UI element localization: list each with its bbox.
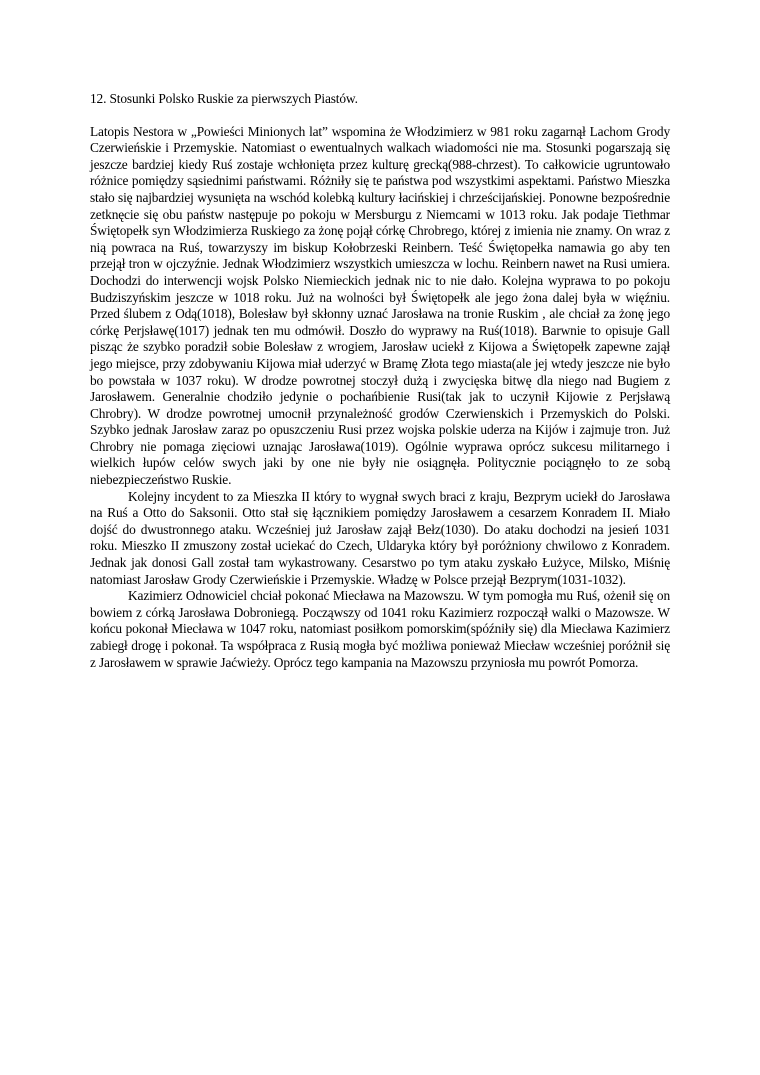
paragraph-mieszko-ii: Kolejny incydent to za Mieszka II który to wygnał swych braci z kraju, Bezprym uciekł do Jarosława na Ruś a Otto do Saksonii. Otto stał się łącznikiem pomiędzy Jarosławem a cesarzem Konradem II. Miało dojść do dwustronnego ataku. Wcześniej już Jarosław zajął Bełz(1030). Do ataku dochodzi na jesień 1031 roku. Mieszko II zmuszony został uciekać do Czech, Uldaryka który był poróżniony chwilowo z Konradem. Jednak jak donosi Gall został tam wykastrowany. Cesarstwo po tym ataku zyskało Łużyce, Milsko, Miśnię natomiast Jarosław Grody Czerwieńskie i Przemyskie. Władzę w Polsce przejął Bezprym(1031-1032). bbox=[90, 488, 670, 587]
paragraph-nestor-chronicle: Latopis Nestora w „Powieści Minionych lat” wspomina że Włodzimierz w 981 roku zagarnął Lachom Grody Czerwieńskie i Przemyskie. Natomiast o ewentualnych walkach wiadomości nie ma. Stosunki pogarszają się jeszcze bardziej kiedy Ruś zostaje wchłonięta przez kulturę grecką(988-chrzest). To całkowicie ugruntowało różnice pomiędzy sąsiednimi państwami. Różniły się te państwa pod wszystkimi aspektami. Państwo Mieszka stało się najbardziej wysunięta na wschód kolebką kultury łacińskiej i chrześcijańskiej. Ponowne bezpośrednie zetknęcie się obu państw następuje po pokoju w Mersburgu z Niemcami w 1013 roku. Jak podaje Tiethmar Świętopełk syn Włodzimierza Ruskiego za żonę pojął córkę Chrobrego, której z imienia nie znamy. On wraz z nią powraca na Ruś, towarzyszy im biskup Kołobrzeski Reinbern. Teść Świętopełka namawia go aby ten przejął tron w ojczyźnie. Jednak Włodzimierz wszystkich umieszcza w lochu. Reinbern nawet na Rusi umiera. Dochodzi do interwencji wojsk Polsko Niemieckich jednak nic to nie dało. Kolejna wyprawa to po pokoju Budziszyńskim jeszcze w 1018 roku. Już na wolności był Świętopełk ale jego żona dalej była w więźniu. Przed ślubem z Odą(1018), Bolesław był skłonny uznać Jarosława na tronie Ruskim , ale chciał za żonę jego córkę Perjsławę(1017) jednak ten mu odmówił. Doszło do wyprawy na Ruś(1018). Barwnie to opisuje Gall pisząc że szybko poradził sobie Bolesław z wrogiem, Jarosław uciekł z Kijowa a Świętopełk zapewne zajął jego miejsce, przy zdobywaniu Kijowa miał uderzyć w Bramę Złota tego miasta(ale jej wtedy jeszcze nie było bo powstała w 1037 roku). W drodze powrotnej stoczył dużą i zwycięska bitwę dla niego nad Bugiem z Jarosławem. Generalnie chodziło jedynie o pochańbienie Rusi(tak jak to uczynił Kijowie z Perjsławą Chrobry). W drodze powrotnej umocnił przynależność grodów Czerwienskich i Przemyskich do Polski. Szybko jednak Jarosław zaraz po opuszczeniu Rusi przez wojska polskie uderza na Kijów i zajmuje tron. Już Chrobry nie pomaga zięciowi uznając Jarosława(1019). Ogólnie wyprawa oprócz sukcesu militarnego i wielkich łupów celów swych jaki by one nie były nie osiągnęła. Politycznie pociągnęło to ze sobą niebezpieczeństwo Ruskie. bbox=[90, 123, 670, 488]
document-page bbox=[90, 91, 670, 671]
paragraph-kazimierz-odnowiciel: Kazimierz Odnowiciel chciał pokonać Miecława na Mazowszu. W tym pomogła mu Ruś, ożenił się on bowiem z córką Jarosława Dobroniegą. Począwszy od 1041 roku Kazimierz rozpoczął walki o Mazowsze. W końcu pokonał Miecława w 1047 roku, natomiast posiłkom pomorskim(spóźniły się) dla Miecława Kazimierz zabiegł drogę i pokonał. Ta współpraca z Rusią mogła być możliwa ponieważ Miecław wcześniej poróżnił się z Jarosławem w sprawie Jaćwieży. Oprócz tego kampania na Mazowszu przyniosła mu powrót Pomorza. bbox=[90, 588, 670, 670]
document-title: 12. Stosunki Polsko Ruskie za pierwszych Piastów. bbox=[90, 91, 358, 106]
